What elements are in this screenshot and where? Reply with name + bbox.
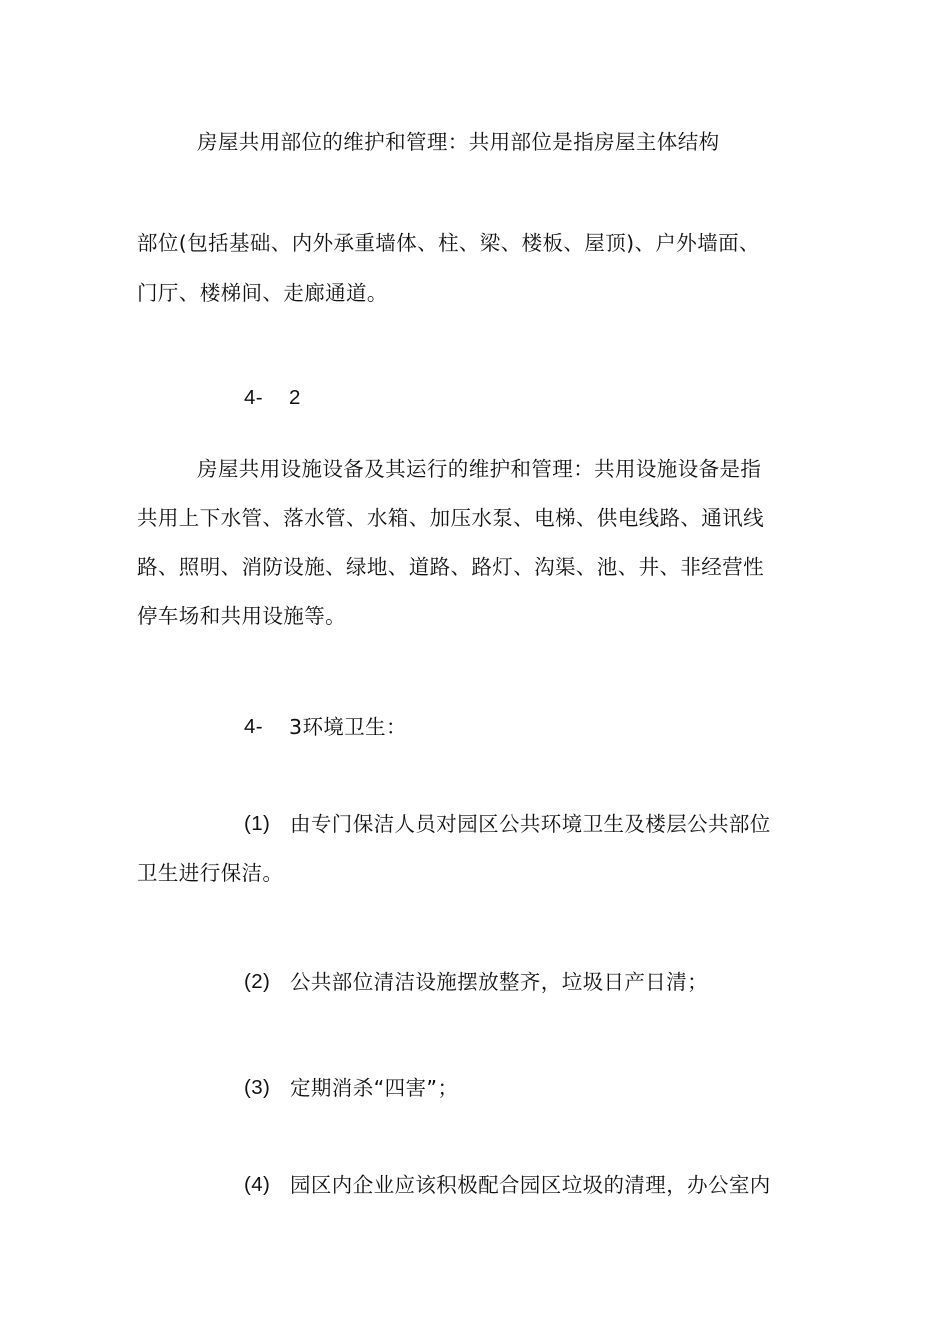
item-4-line-1: 园区内企业应该积极配合园区垃圾的清理，办公室内 <box>290 1173 771 1197</box>
item-1-number: (1) <box>244 812 271 835</box>
item-1-line-2: 卫生进行保洁。 <box>137 861 284 885</box>
paragraph-2-line-3: 路、照明、消防设施、绿地、道路、路灯、沟渠、池、井、非经营性 <box>137 555 764 579</box>
section-4-3-heading: 3环境卫生： <box>289 715 407 739</box>
paragraph-2-line-2: 共用上下水管、落水管、水箱、加压水泵、电梯、供电线路、通讯线 <box>137 506 764 530</box>
item-2-line-1: 公共部位清洁设施摆放整齐，垃圾日产日清； <box>290 970 708 994</box>
item-3-line-1: 定期消杀“四害”； <box>290 1076 459 1100</box>
item-4-number: (4) <box>244 1173 271 1196</box>
section-4-3-prefix: 4- <box>244 715 264 738</box>
paragraph-2-line-4: 停车场和共用设施等。 <box>137 604 346 628</box>
section-4-prefix: 4- <box>244 386 264 409</box>
paragraph-1-line-2: 部位(包括基础、内外承重墙体、柱、梁、楼板、屋顶)、户外墙面、 <box>137 231 760 255</box>
paragraph-1-line-3: 门厅、楼梯间、走廊通道。 <box>137 281 388 305</box>
section-4-2-number: 2 <box>289 386 301 409</box>
item-2-number: (2) <box>244 970 271 993</box>
paragraph-2-line-1: 房屋共用设施设备及其运行的维护和管理：共用设施设备是指 <box>197 457 762 481</box>
item-3-number: (3) <box>244 1076 271 1099</box>
item-1-line-1: 由专门保洁人员对园区公共环境卫生及楼层公共部位 <box>290 812 771 836</box>
paragraph-1-line-1: 房屋共用部位的维护和管理：共用部位是指房屋主体结构 <box>197 130 720 154</box>
